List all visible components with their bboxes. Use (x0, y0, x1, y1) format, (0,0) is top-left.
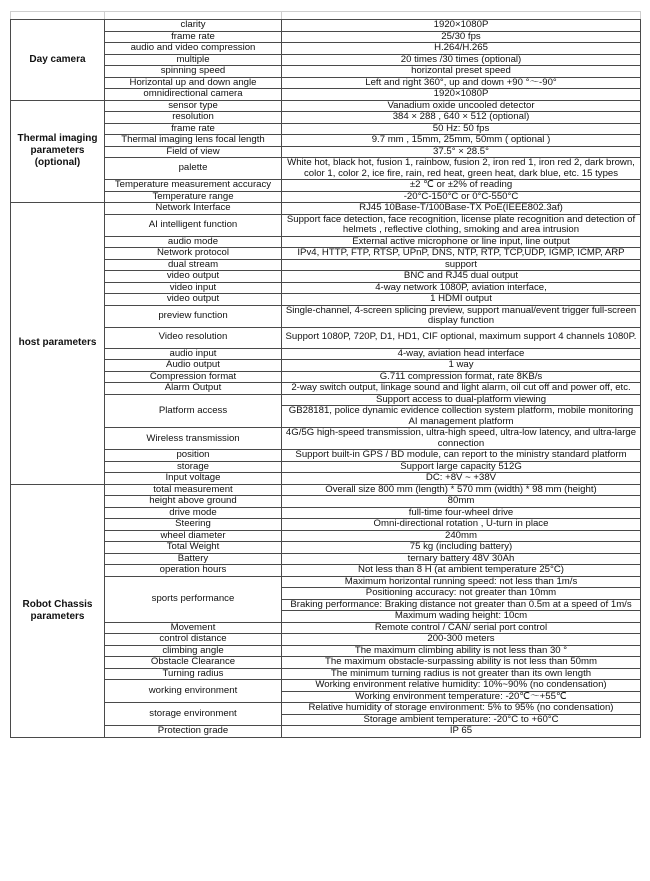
param-label: Network protocol (105, 248, 282, 260)
table-row (11, 496, 641, 508)
table-row (11, 703, 641, 715)
param-value: BNC and RJ45 dual output (282, 271, 641, 283)
param-label: Total Weight (105, 542, 282, 554)
table-row (11, 271, 641, 283)
table-row (11, 236, 641, 248)
spec-table (10, 11, 641, 738)
param-value: Support 1080P, 720P, D1, HD1, CIF optional, maximum support 4 channels 1080P. (282, 327, 641, 348)
param-value: Single-channel, 4-screen splicing preview, support manual/event trigger full-screen display function (282, 305, 641, 327)
table-row (11, 576, 641, 588)
table-row (11, 383, 641, 395)
param-value: IP 65 (282, 726, 641, 738)
param-label: Platform access (105, 394, 282, 428)
param-value: The minimum turning radius is not greater than its own length (282, 668, 641, 680)
param-label: omnidirectional camera (105, 89, 282, 101)
table-row (11, 668, 641, 680)
table-row (11, 248, 641, 260)
param-label: AI intelligent function (105, 214, 282, 236)
table-row (11, 77, 641, 89)
param-label: resolution (105, 112, 282, 124)
param-value: Not less than 8 H (at ambient temperature 25°C) (282, 565, 641, 577)
table-row (11, 360, 641, 372)
param-value: 200-300 meters (282, 634, 641, 646)
param-value: 4G/5G high-speed transmission, ultra-high speed, ultra-low latency, and ultra-large connection (282, 428, 641, 450)
param-label: Turning radius (105, 668, 282, 680)
param-label: clarity (105, 20, 282, 32)
param-value: -20°C-150°C or 0°C-550°C (282, 191, 641, 203)
table-row (11, 428, 641, 450)
section-title: Thermal imaging parameters (optional) (11, 100, 105, 203)
param-label: Steering (105, 519, 282, 531)
param-value: DC: +8V ~ +38V (282, 473, 641, 485)
param-label: Wireless transmission (105, 428, 282, 450)
table-row (11, 180, 641, 192)
param-value: ternary battery 48V 30Ah (282, 553, 641, 565)
param-label: frame rate (105, 31, 282, 43)
section-title: host parameters (11, 203, 105, 485)
table-row (11, 100, 641, 112)
table-row (11, 507, 641, 519)
table-row (11, 394, 641, 406)
param-value: GB28181, police dynamic evidence collection system platform, mobile monitoring AI management platform (282, 406, 641, 428)
param-value: 1920×1080P (282, 89, 641, 101)
param-value: 20 times /30 times (optional) (282, 54, 641, 66)
table-row (11, 282, 641, 294)
param-label: Battery (105, 553, 282, 565)
param-value: Support face detection, face recognition, license plate recognition and detection of helmets , reflective clothing, smoking and area intrusion (282, 214, 641, 236)
param-value: White hot, black hot, fusion 1, rainbow, fusion 2, iron red 1, iron red 2, dark brown, color 1, color 2, ice fire, rain, red heat, green heat, dark blue, etc. 15 types (282, 158, 641, 180)
table-row (11, 203, 641, 215)
table-row (11, 622, 641, 634)
table-row (11, 484, 641, 496)
table-row (11, 473, 641, 485)
param-label: working environment (105, 680, 282, 703)
table-row (11, 54, 641, 66)
param-label: preview function (105, 305, 282, 327)
top-spacer-cell (282, 12, 641, 20)
param-label: Movement (105, 622, 282, 634)
table-row (11, 146, 641, 158)
table-row (11, 43, 641, 55)
param-label: storage (105, 461, 282, 473)
param-value: Storage ambient temperature: -20°C to +60°C (282, 714, 641, 726)
table-row (11, 259, 641, 271)
table-row (11, 135, 641, 147)
param-label: wheel diameter (105, 530, 282, 542)
table-row (11, 565, 641, 577)
top-spacer-cell (105, 12, 282, 20)
param-label: video output (105, 294, 282, 306)
table-row (11, 305, 641, 327)
param-label: audio input (105, 348, 282, 360)
param-value: Working environment relative humidity: 10%~90% (no condensation) (282, 680, 641, 692)
top-spacer-cell (11, 12, 105, 20)
param-value: Overall size 800 mm (length) * 570 mm (width) * 98 mm (height) (282, 484, 641, 496)
param-label: audio mode (105, 236, 282, 248)
param-value: 37.5° × 28.5° (282, 146, 641, 158)
param-value: Omni-directional rotation , U-turn in place (282, 519, 641, 531)
param-label: climbing angle (105, 645, 282, 657)
table-row (11, 634, 641, 646)
param-value: G.711 compression format, rate 8KB/s (282, 371, 641, 383)
table-row (11, 348, 641, 360)
table-row (11, 66, 641, 78)
param-value: 50 Hz: 50 fps (282, 123, 641, 135)
table-row (11, 327, 641, 348)
param-value: 1920×1080P (282, 20, 641, 32)
param-label: control distance (105, 634, 282, 646)
param-value: 2-way switch output, linkage sound and light alarm, oil cut off and power off, etc. (282, 383, 641, 395)
param-label: Input voltage (105, 473, 282, 485)
param-value: Positioning accuracy: not greater than 10mm (282, 588, 641, 600)
param-value: Support built-in GPS / BD module, can report to the ministry standard platform (282, 450, 641, 462)
spec-table-body (11, 12, 641, 738)
param-label: spinning speed (105, 66, 282, 78)
param-value: Support access to dual-platform viewing (282, 394, 641, 406)
param-label: sensor type (105, 100, 282, 112)
param-label: Horizontal up and down angle (105, 77, 282, 89)
param-value: Working environment temperature: -20℃～+55℃ (282, 691, 641, 703)
table-row (11, 123, 641, 135)
param-value: The maximum obstacle-surpassing ability is not less than 50mm (282, 657, 641, 669)
param-value: External active microphone or line input, line output (282, 236, 641, 248)
table-row (11, 726, 641, 738)
param-value: 1 way (282, 360, 641, 372)
table-row (11, 214, 641, 236)
param-label: operation hours (105, 565, 282, 577)
param-label: Video resolution (105, 327, 282, 348)
param-value: support (282, 259, 641, 271)
param-value: 1 HDMI output (282, 294, 641, 306)
param-value: 80mm (282, 496, 641, 508)
param-label: video output (105, 271, 282, 283)
param-value: 9.7 mm , 15mm, 25mm, 50mm ( optional ) (282, 135, 641, 147)
param-value: IPv4, HTTP, FTP, RTSP, UPnP, DNS, NTP, RTP, TCP,UDP, IGMP, ICMP, ARP (282, 248, 641, 260)
param-value: ±2 ℃ or ±2% of reading (282, 180, 641, 192)
table-row (11, 294, 641, 306)
param-label: Temperature measurement accuracy (105, 180, 282, 192)
param-label: multiple (105, 54, 282, 66)
param-label: video input (105, 282, 282, 294)
param-label: drive mode (105, 507, 282, 519)
param-label: storage environment (105, 703, 282, 726)
param-value: Maximum horizontal running speed: not less than 1m/s (282, 576, 641, 588)
table-row (11, 553, 641, 565)
table-row (11, 20, 641, 32)
param-value: H.264/H.265 (282, 43, 641, 55)
param-value: 240mm (282, 530, 641, 542)
param-label: palette (105, 158, 282, 180)
table-row (11, 461, 641, 473)
param-label: Compression format (105, 371, 282, 383)
param-label: Field of view (105, 146, 282, 158)
param-label: Alarm Output (105, 383, 282, 395)
param-label: audio and video compression (105, 43, 282, 55)
section-title: Day camera (11, 20, 105, 101)
table-row (11, 158, 641, 180)
table-row (11, 371, 641, 383)
param-value: Left and right 360°, up and down +90 °～-90° (282, 77, 641, 89)
param-value: 25/30 fps (282, 31, 641, 43)
param-value: RJ45 10Base-T/100Base-TX PoE(IEEE802.3af) (282, 203, 641, 215)
param-value: horizontal preset speed (282, 66, 641, 78)
param-value: Maximum wading height: 10cm (282, 611, 641, 623)
param-value: 4-way network 1080P, aviation interface, (282, 282, 641, 294)
param-value: 384 × 288 , 640 × 512 (optional) (282, 112, 641, 124)
param-value: Support large capacity 512G (282, 461, 641, 473)
param-label: Thermal imaging lens focal length (105, 135, 282, 147)
table-row (11, 530, 641, 542)
param-label: sports performance (105, 576, 282, 622)
param-label: frame rate (105, 123, 282, 135)
param-label: total measurement (105, 484, 282, 496)
param-label: Protection grade (105, 726, 282, 738)
param-value: The maximum climbing ability is not less than 30 ° (282, 645, 641, 657)
param-value: Vanadium oxide uncooled detector (282, 100, 641, 112)
param-value: Remote control / CAN/ serial port control (282, 622, 641, 634)
param-value: Relative humidity of storage environment: 5% to 95% (no condensation) (282, 703, 641, 715)
table-row (11, 89, 641, 101)
param-value: 75 kg (including battery) (282, 542, 641, 554)
section-title: Robot Chassis parameters (11, 484, 105, 737)
param-label: Audio output (105, 360, 282, 372)
table-row (11, 657, 641, 669)
param-value: Braking performance: Braking distance not greater than 0.5m at a speed of 1m/s (282, 599, 641, 611)
table-row (11, 31, 641, 43)
table-row (11, 680, 641, 692)
param-value: full-time four-wheel drive (282, 507, 641, 519)
param-label: dual stream (105, 259, 282, 271)
param-label: Obstacle Clearance (105, 657, 282, 669)
param-label: Network Interface (105, 203, 282, 215)
table-top-row (11, 12, 641, 20)
table-row (11, 112, 641, 124)
table-row (11, 450, 641, 462)
param-value: 4-way, aviation head interface (282, 348, 641, 360)
table-row (11, 191, 641, 203)
table-row (11, 645, 641, 657)
param-label: position (105, 450, 282, 462)
param-label: Temperature range (105, 191, 282, 203)
param-label: height above ground (105, 496, 282, 508)
table-row (11, 542, 641, 554)
table-row (11, 519, 641, 531)
